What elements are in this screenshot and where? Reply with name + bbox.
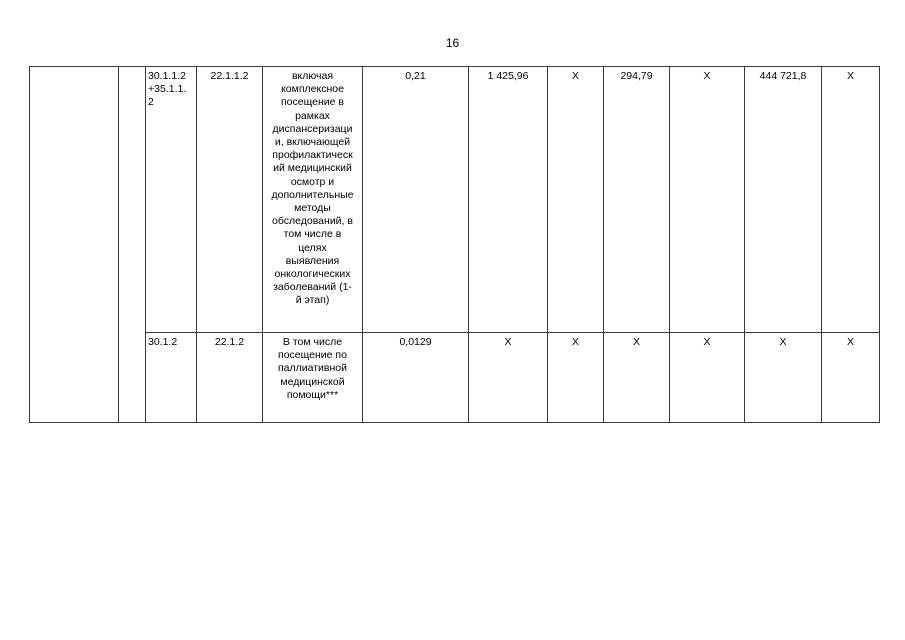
table-cell-blank bbox=[119, 67, 146, 423]
table-cell-value: 444 721,8 bbox=[745, 67, 822, 333]
table-cell-code-b: 22.1.1.2 bbox=[197, 67, 263, 333]
table-cell-value: X bbox=[469, 333, 548, 423]
table-cell-value: X bbox=[670, 333, 745, 423]
table-cell-value: X bbox=[745, 333, 822, 423]
table-cell-code-a: 30.1.1.2 +35.1.1. 2 bbox=[146, 67, 197, 333]
table-cell-value: X bbox=[604, 333, 670, 423]
table-cell-value: 0,0129 bbox=[363, 333, 469, 423]
table-cell-value: X bbox=[548, 67, 604, 333]
table-cell-value: 1 425,96 bbox=[469, 67, 548, 333]
table-cell-value: X bbox=[822, 67, 880, 333]
table-cell-value: X bbox=[670, 67, 745, 333]
table-cell-code-b: 22.1.2 bbox=[197, 333, 263, 423]
table-cell-blank bbox=[30, 67, 119, 423]
table-cell-value: 0,21 bbox=[363, 67, 469, 333]
table-row bbox=[30, 333, 880, 423]
table-cell-code-a: 30.1.2 bbox=[146, 333, 197, 423]
table-cell-value: X bbox=[548, 333, 604, 423]
data-table bbox=[29, 66, 880, 423]
table-cell-description: В том числе посещение по паллиативной медицинской помощи*** bbox=[263, 333, 363, 423]
page-number: 16 bbox=[445, 36, 460, 50]
table-cell-description: включая комплексное посещение в рамках диспансеризаци и, включающей профилактическ ий медицинский осмотр и дополнительные методы обследований, в том числе в целях выявления онкологических заболеваний (1- й этап) bbox=[263, 67, 363, 333]
table-cell-value: X bbox=[822, 333, 880, 423]
table-row bbox=[30, 67, 880, 333]
table-cell-value: 294,79 bbox=[604, 67, 670, 333]
